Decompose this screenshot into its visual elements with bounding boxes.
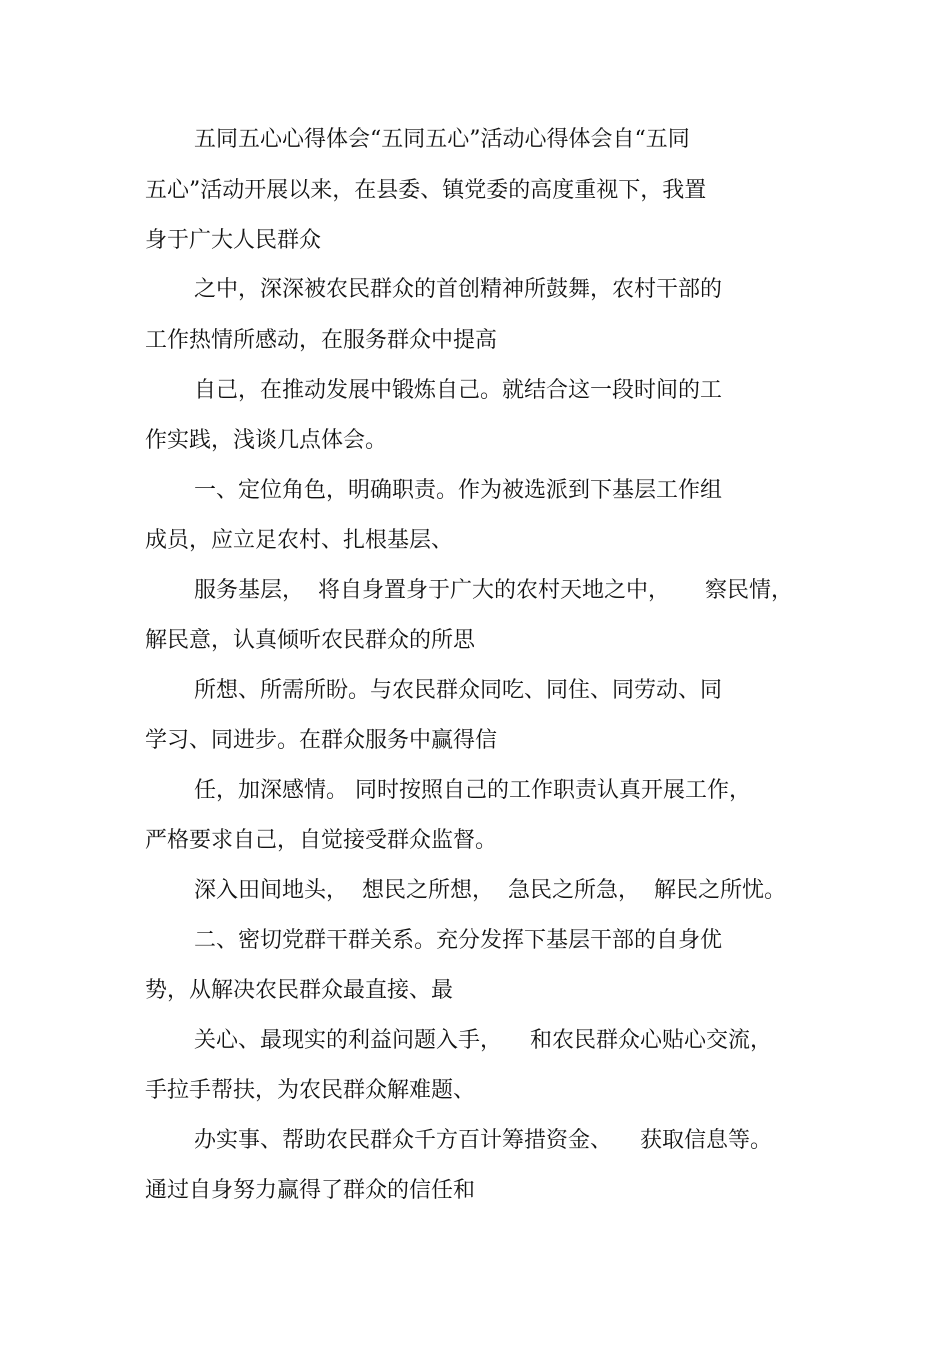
text-line: 手拉手帮扶，为农民群众解难题、 [145, 1078, 476, 1103]
text-line: 服务基层， 将自身置身于广大的农村天地之中， 察民情， [194, 578, 793, 603]
text-line: 一、定位角色，明确职责。作为被选派到下基层工作组 [194, 478, 723, 503]
text-line: 办实事、帮助农民群众千方百计筹措资金、 获取信息等。 [194, 1128, 772, 1153]
text-line: 作实践，浅谈几点体会。 [145, 428, 388, 453]
text-line: 任，加深感情。 同时按照自己的工作职责认真开展工作， [194, 778, 751, 803]
text-line: 严格要求自己，自觉接受群众监督。 [145, 828, 498, 853]
text-line: 学习、同进步。在群众服务中赢得信 [145, 728, 498, 753]
text-line: 自己，在推动发展中锻炼自己。就结合这一段时间的工 [194, 378, 723, 403]
text-line: 成员，应立足农村、扎根基层、 [145, 528, 454, 553]
text-line: 通过自身努力赢得了群众的信任和 [145, 1178, 476, 1203]
text-line: 所想、所需所盼。与农民群众同吃、同住、同劳动、同 [194, 678, 723, 703]
text-line: 关心、最现实的利益问题入手， 和农民群众心贴心交流， [194, 1028, 772, 1053]
text-line: 势，从解决农民群众最直接、最 [145, 978, 454, 1003]
text-line: 二、密切党群干群关系。充分发挥下基层干部的自身优 [194, 928, 723, 953]
text-line: 五同五心心得体会“五同五心”活动心得体会自“五同 [194, 127, 690, 152]
text-line: 之中，深深被农民群众的首创精神所鼓舞，农村干部的 [194, 277, 723, 302]
text-line: 深入田间地头， 想民之所想， 急民之所急， 解民之所忧。 [194, 878, 786, 903]
text-line: 身于广大人民群众 [145, 228, 322, 253]
text-line: 解民意，认真倾听农民群众的所思 [145, 628, 476, 653]
text-line: 工作热情所感动，在服务群众中提高 [145, 328, 498, 353]
text-line: 五心”活动开展以来，在县委、镇党委的高度重视下，我置 [145, 178, 707, 203]
